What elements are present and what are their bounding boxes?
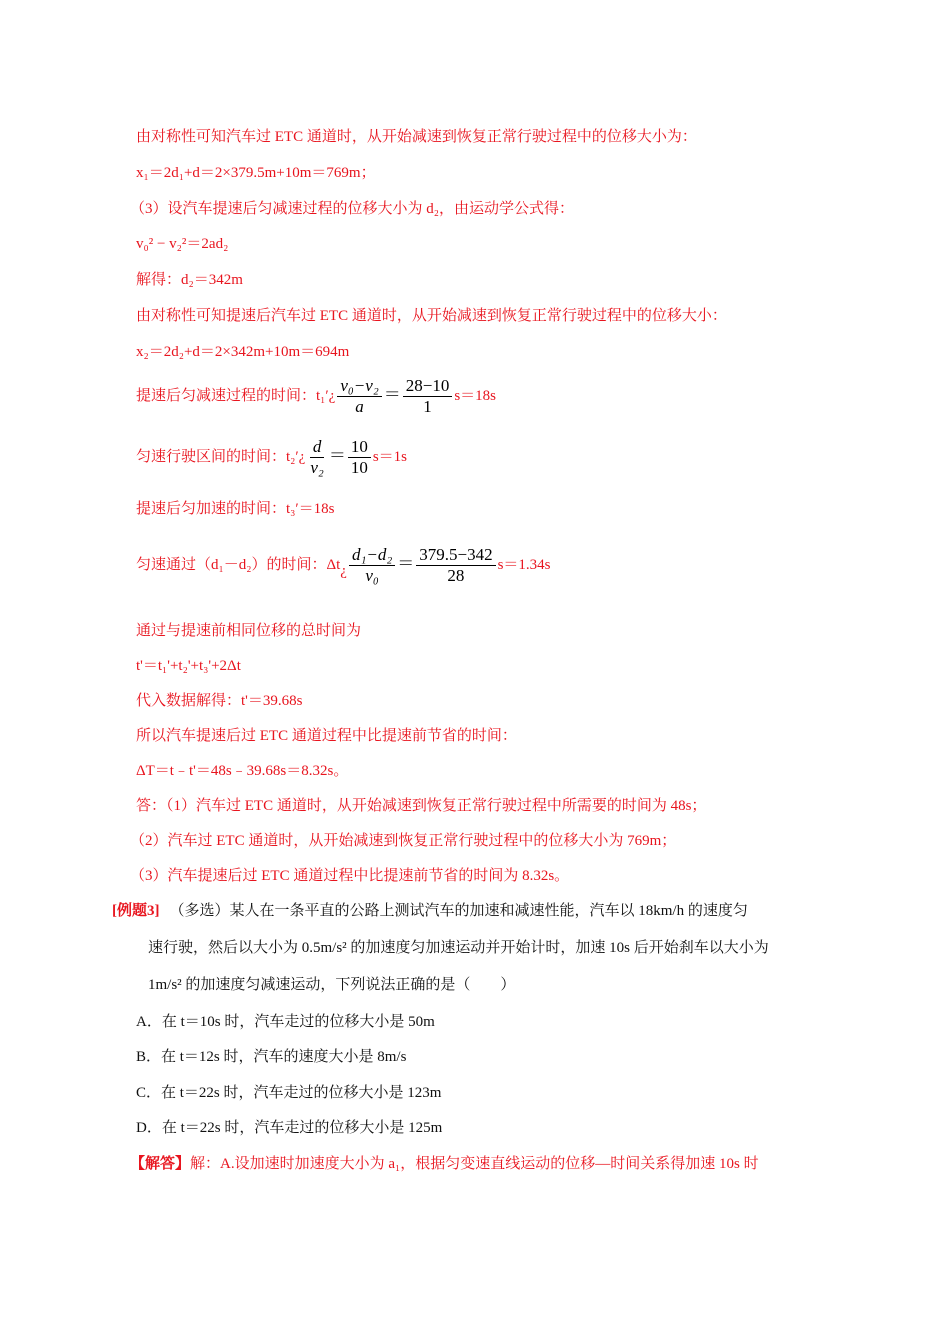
fraction-t2-numeric xyxy=(348,437,371,478)
option-d: D．在 t＝22s 时，汽车走过的位移大小是 125m xyxy=(136,1120,443,1136)
fraction-denominator: v₀ xyxy=(365,566,379,585)
question-text: （多选）某人在一条平直的公路上测试汽车的加速和减速性能，汽车以 18km/h 的速度匀 xyxy=(169,903,748,919)
fraction-denominator: 28 xyxy=(447,566,465,585)
answer-line-3: （3）汽车提速后过 ETC 通道过程中比提速前节省的时间为 8.32s。 xyxy=(130,868,570,884)
equals-sign: ＝ xyxy=(328,445,346,465)
fraction-t2-symbolic xyxy=(307,437,326,478)
solution-line-16: ΔT＝t﹣t'＝48s﹣39.68s＝8.32s。 xyxy=(136,763,349,779)
example-question-line-3: 1m/s² 的加速度匀减速运动，下列说法正确的是（ ） xyxy=(148,977,516,993)
solution-line-4: v₀² − v₂²＝2ad₂ xyxy=(136,236,229,252)
example-question-line-1 xyxy=(112,901,748,921)
fraction-t1-symbolic xyxy=(337,376,381,417)
solution-line-5: 解得：d₂＝342m xyxy=(136,272,243,288)
fraction-numerator: d₁−d₂ xyxy=(349,545,395,566)
fraction-numerator: 379.5−342 xyxy=(416,545,495,566)
formula-dt-prefix: 匀速通过（d₁－d₂）的时间：Δt xyxy=(136,556,341,573)
option-a: A．在 t＝10s 时，汽车走过的位移大小是 50m xyxy=(136,1014,435,1030)
solution-line-10: 提速后匀加速的时间：t₃′＝18s xyxy=(136,501,335,517)
answer-line-2: （2）汽车过 ETC 通道时，从开始减速到恢复正常行驶过程中的位移大小为 769m； xyxy=(130,833,677,849)
answer-intro xyxy=(130,1154,759,1174)
fraction-numerator: d xyxy=(310,437,325,458)
fraction-numerator: v₀−v₂ xyxy=(337,376,381,397)
fraction-denominator: 10 xyxy=(350,458,368,477)
formula-t2-result: s＝1s xyxy=(372,448,407,465)
fraction-numerator: 10 xyxy=(348,437,371,458)
option-b: B．在 t＝12s 时，汽车的速度大小是 8m/s xyxy=(136,1049,407,1065)
formula-t2 xyxy=(136,437,407,478)
formula-t1 xyxy=(136,376,496,417)
answer-line-1: 答：（1）汽车过 ETC 通道时，从开始减速到恢复正常行驶过程中所需要的时间为 48s； xyxy=(136,798,707,814)
fraction-t1-numeric xyxy=(403,376,453,417)
formula-dt-mark: ¿ xyxy=(340,562,347,579)
solution-line-15: 所以汽车提速后过 ETC 通道过程中比提速前节省的时间： xyxy=(136,728,517,744)
option-c: C．在 t＝22s 时，汽车走过的位移大小是 123m xyxy=(136,1085,442,1101)
equals-sign: ＝ xyxy=(383,384,401,404)
answer-text: 解：A.设加速时加速度大小为 a₁，根据匀变速直线运动的位移—时间关系得加速 10s 时 xyxy=(190,1156,759,1172)
example-tag: [例题3] xyxy=(112,903,160,919)
fraction-denominator: v₂ xyxy=(310,458,324,477)
answer-tag: 【解答】 xyxy=(130,1156,191,1172)
solution-line-6: 由对称性可知提速后汽车过 ETC 通道时，从开始减速到恢复正常行驶过程中的位移大小： xyxy=(136,308,727,324)
solution-line-7: x₂＝2d₂+d＝2×342m+10m＝694m xyxy=(136,344,350,360)
formula-t1-result: s＝18s xyxy=(454,387,497,404)
solution-line-3: （3）设汽车提速后匀减速过程的位移大小为 d₂，由运动学公式得： xyxy=(130,201,574,217)
formula-t1-prefix: 提速后匀减速过程的时间：t₁′¿ xyxy=(136,387,336,404)
fraction-denominator: a xyxy=(355,397,364,416)
solution-line-14: 代入数据解得：t'＝39.68s xyxy=(136,693,303,709)
fraction-denominator: 1 xyxy=(423,397,432,416)
solution-line-13: t'＝t₁'+t₂'+t₃'+2Δt xyxy=(136,658,241,674)
solution-line-12: 通过与提速前相同位移的总时间为 xyxy=(136,623,362,639)
solution-line-1: 由对称性可知汽车过 ETC 通道时，从开始减速到恢复正常行驶过程中的位移大小为： xyxy=(136,129,697,145)
fraction-dt-numeric xyxy=(416,545,495,586)
equals-sign: ＝ xyxy=(397,553,415,573)
example-question-line-2: 速行驶，然后以大小为 0.5m/s² 的加速度匀加速运动并开始计时，加速 10s 后开始刹车以大小为 xyxy=(148,940,769,956)
formula-t2-prefix: 匀速行驶区间的时间：t₂′¿ xyxy=(136,448,306,465)
formula-dt-result: s＝1.34s xyxy=(497,556,551,573)
solution-line-2: x₁＝2d₁+d＝2×379.5m+10m＝769m； xyxy=(136,165,376,181)
formula-dt xyxy=(136,545,551,586)
fraction-numerator: 28−10 xyxy=(403,376,453,397)
fraction-dt-symbolic xyxy=(349,545,395,586)
